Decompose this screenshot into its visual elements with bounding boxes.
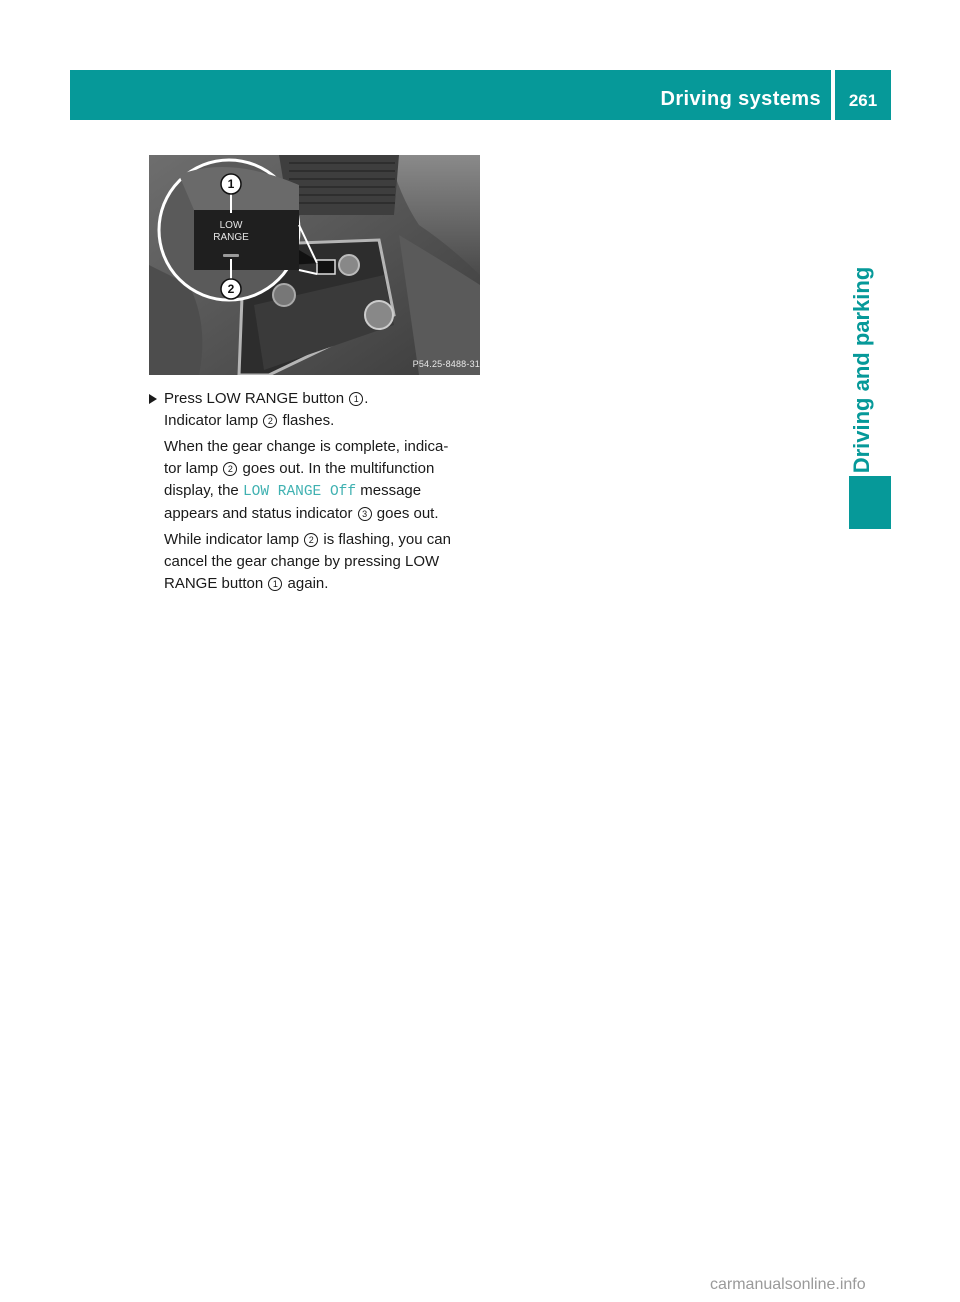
button-label-line1: LOW [219, 220, 243, 231]
callout-ref: 3 [358, 507, 372, 521]
callout-1: 1 [227, 177, 235, 191]
callout-ref: 2 [223, 462, 237, 476]
paragraph: While indicator lamp 2 is flashing, you can cancel the gear change by pressing LOW RANGE button 1 again. [164, 531, 451, 592]
section-title: Driving systems [660, 88, 821, 110]
indicator-lamp [223, 254, 239, 257]
step-item: Press LOW RANGE button 1 . [149, 388, 489, 410]
bullet-arrow-icon [149, 394, 157, 404]
callout-ref: 2 [263, 414, 277, 428]
console-illustration [149, 155, 480, 375]
center-console-photo [149, 155, 480, 375]
instructions [149, 388, 489, 595]
footer-watermark: carmanualsonline.info [710, 1276, 866, 1293]
image-code: P54.25-8488-31 [412, 359, 480, 369]
button-label-line2: RANGE [213, 232, 249, 243]
side-tab-block [849, 476, 891, 529]
paragraph: When the gear change is complete, indica- tor lamp 2 goes out. In the multifunction display, the LOW RANGE Off message appears and status indicator 3 goes out. [164, 438, 449, 522]
side-tab-label: Driving and parking [849, 266, 874, 474]
result-line: Indicator lamp 2 flashes. [164, 412, 335, 429]
callout-ref: 2 [304, 533, 318, 547]
callout-ref: 1 [268, 577, 282, 591]
callout-2: 2 [227, 282, 235, 296]
display-message: LOW RANGE Off [242, 484, 357, 500]
callout-ref: 1 [349, 392, 363, 406]
page-number: 261 [848, 91, 878, 110]
